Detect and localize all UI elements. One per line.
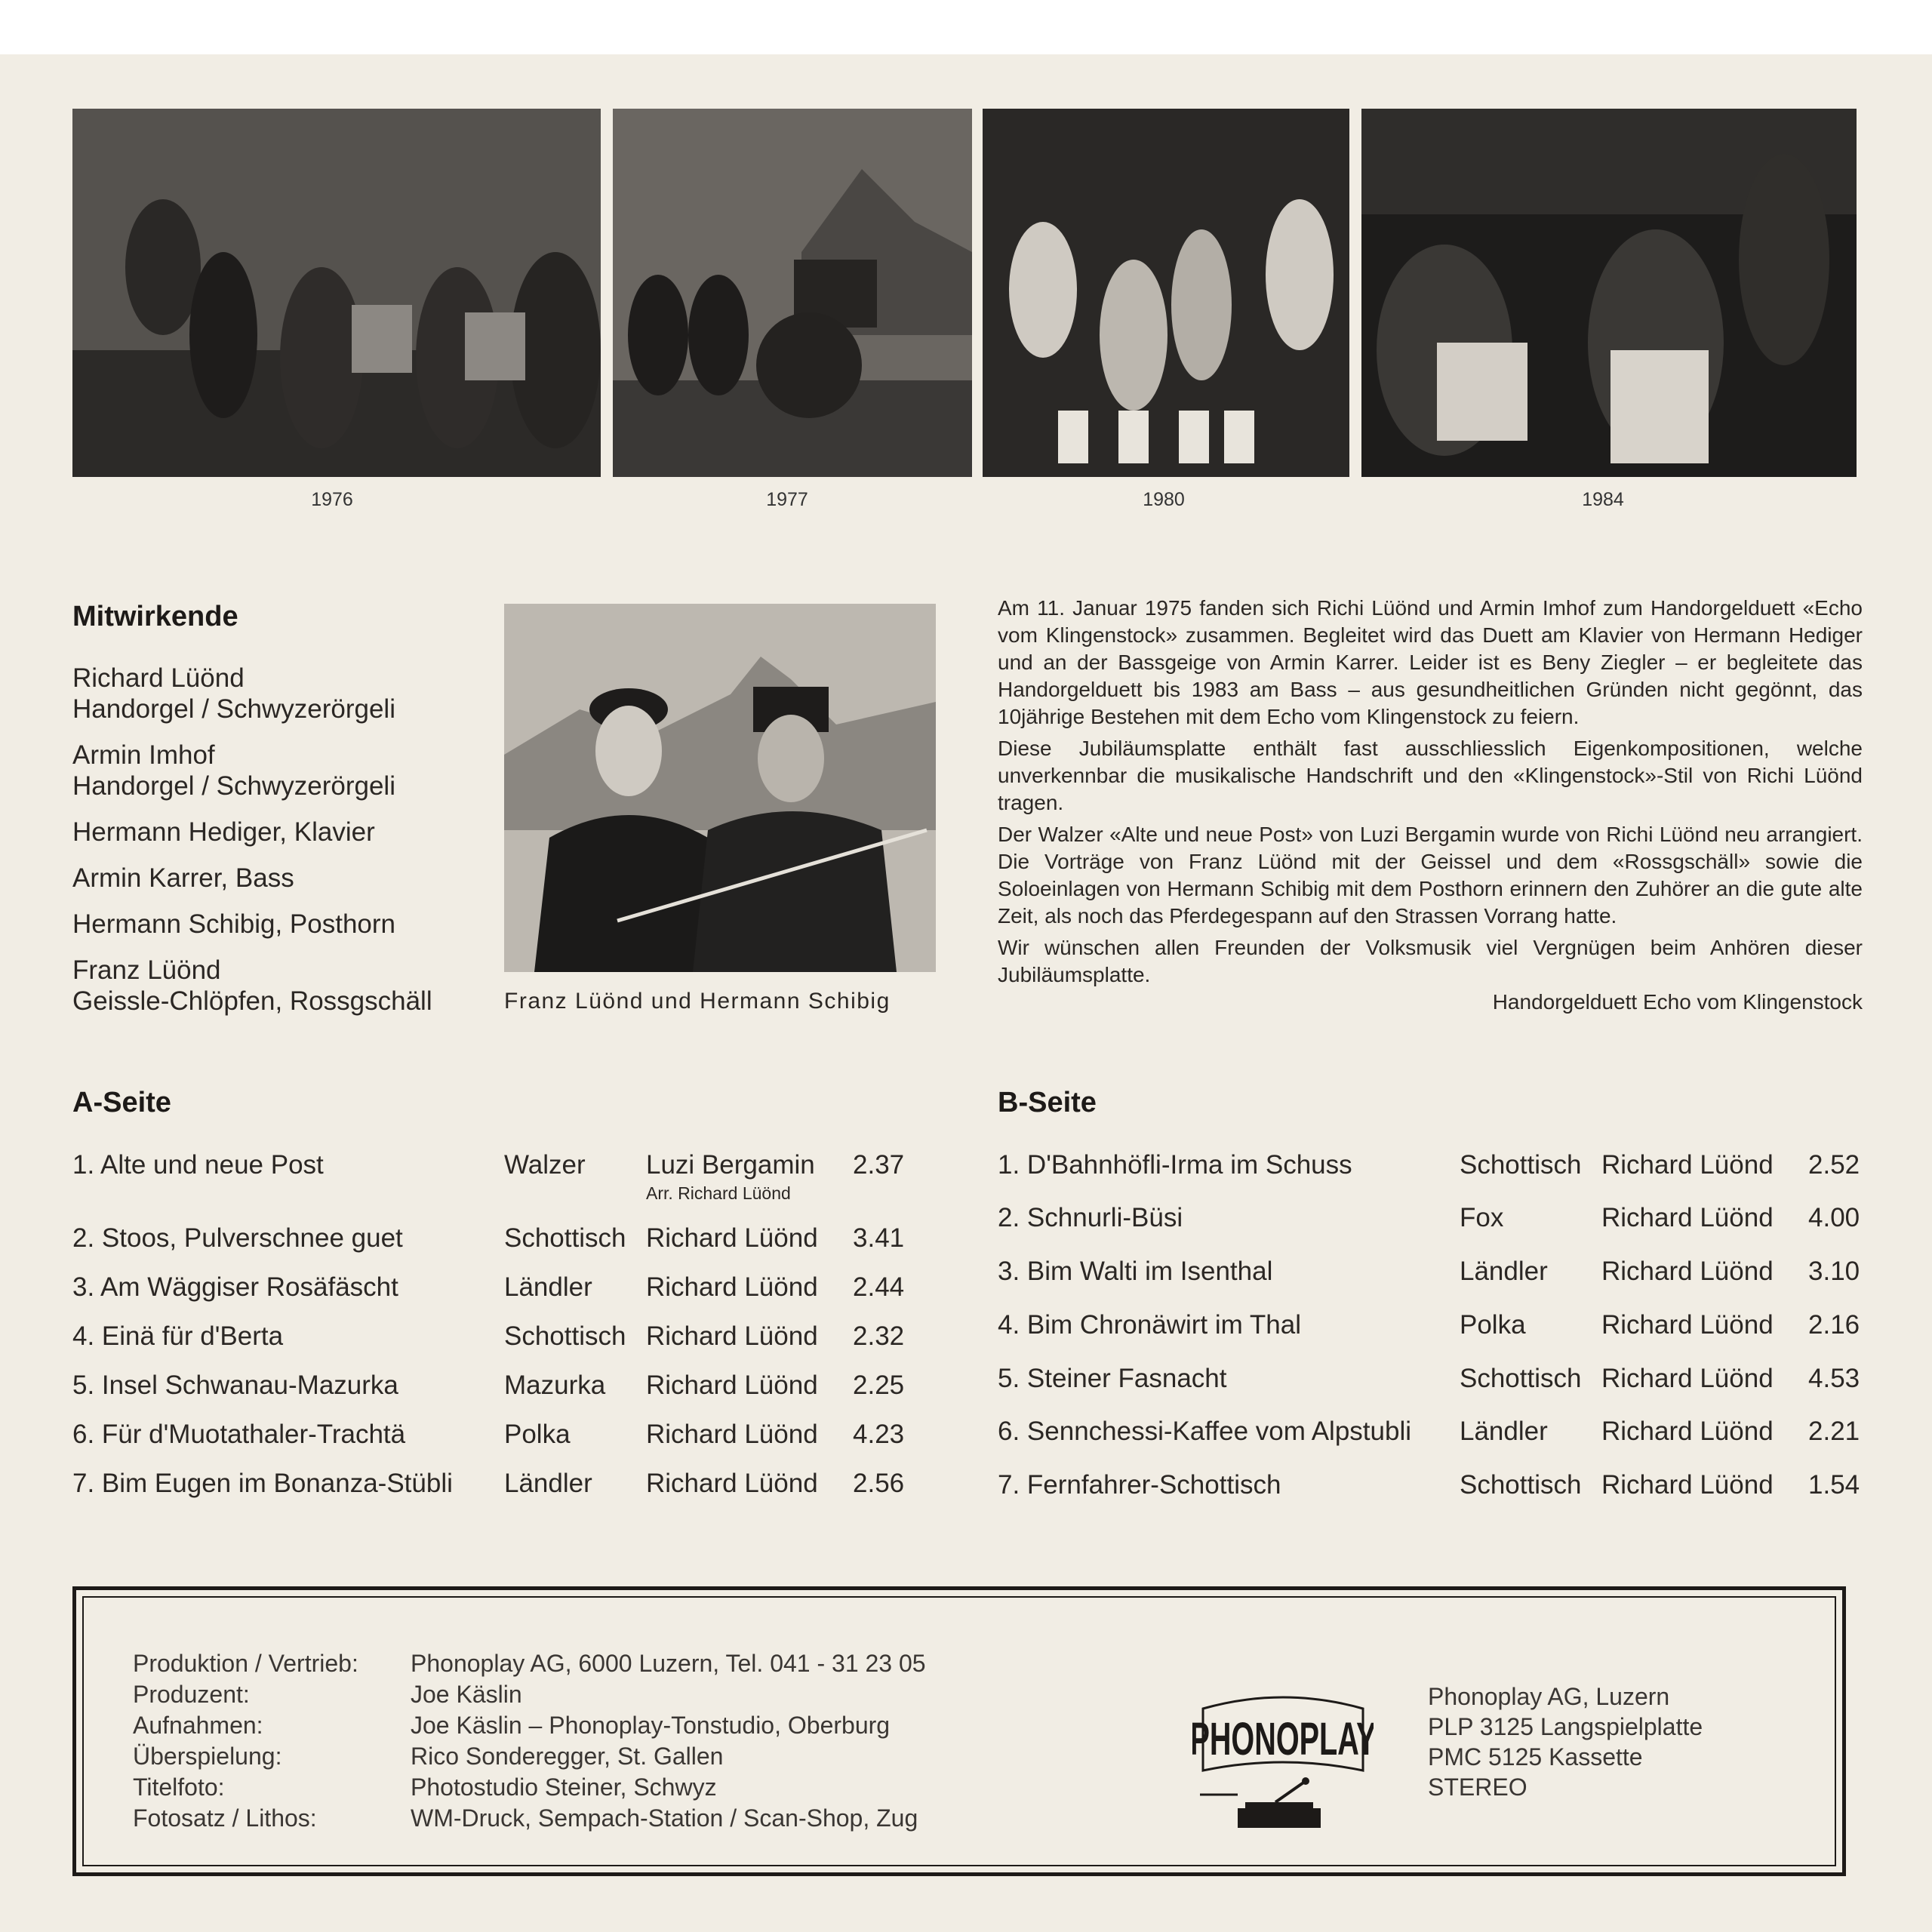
track-composer: Richard Lüönd: [1601, 1310, 1774, 1340]
track-duration: 4.00: [1808, 1203, 1860, 1232]
track-composer: Richard Lüönd: [646, 1272, 818, 1302]
track-title: 1. D'Bahnhöfli-Irma im Schuss: [998, 1150, 1352, 1180]
notes-signature: Handorgelduett Echo vom Klingenstock: [1492, 990, 1863, 1014]
side-a-heading: A-Seite: [72, 1087, 171, 1118]
track-title: 3. Am Wäggiser Rosäfäscht: [72, 1272, 398, 1302]
credit-label: Produzent:: [133, 1681, 250, 1708]
credit-value: Joe Käslin – Phonoplay-Tonstudio, Oberburg: [411, 1712, 891, 1739]
track-composer: Richard Lüönd: [1601, 1470, 1774, 1500]
track-title: 4. Einä für d'Berta: [72, 1321, 284, 1351]
track-style: Schottisch: [1460, 1364, 1582, 1393]
release-line: STEREO: [1428, 1774, 1527, 1801]
photo-year-label: 1977: [766, 489, 808, 510]
track-style: Ländler: [1460, 1257, 1548, 1286]
notes-paragraph: Diese Jubiläumsplatte enthält fast ausschliesslich Eigenkompositionen, welche unverkennbar die musikalische Handschrift und den «Klingenstock»-Stil von Richi Lüönd tragen.: [998, 737, 1863, 814]
track-duration: 2.44: [853, 1272, 905, 1302]
track-duration: 2.37: [853, 1150, 905, 1180]
side-b-heading: B-Seite: [998, 1087, 1097, 1118]
release-line: PLP 3125 Langspielplatte: [1428, 1713, 1703, 1740]
track-composer: Richard Lüönd: [1601, 1257, 1774, 1286]
track-duration: 2.21: [1808, 1417, 1860, 1446]
track-duration: 3.10: [1808, 1257, 1860, 1286]
credit-label: Produktion / Vertrieb:: [133, 1650, 358, 1677]
track-title: 5. Insel Schwanau-Mazurka: [72, 1371, 398, 1400]
track-style: Polka: [504, 1420, 571, 1449]
credit-label: Aufnahmen:: [133, 1712, 263, 1739]
cast-name: Franz Lüönd: [72, 955, 221, 985]
track-composer: Richard Lüönd: [1601, 1364, 1774, 1393]
credit-value: WM-Druck, Sempach-Station / Scan-Shop, Zug: [411, 1804, 918, 1832]
credit-label: Überspielung:: [133, 1743, 282, 1770]
photo-franz-hermann: [504, 604, 936, 972]
track-style: Fox: [1460, 1203, 1504, 1232]
credit-value: Phonoplay AG, 6000 Luzern, Tel. 041 - 31 23 05: [411, 1650, 926, 1677]
track-style: Ländler: [1460, 1417, 1548, 1446]
track-style: Walzer: [504, 1150, 586, 1180]
notes-paragraph: Der Walzer «Alte und neue Post» von Luzi Bergamin wurde von Richi Lüönd neu arrangiert. Die Vorträge von Franz Lüönd mit der Geissel und dem «Rossgschäll» sowie die Soloeinlagen von Hermann Schibig mit dem Posthorn erinnern den Zuhörer an die gute alte Zeit, als noch das Pferdegespann auf den Strassen Vorrang hatte.: [998, 823, 1863, 928]
cast-name: Richard Lüönd: [72, 663, 245, 693]
track-composer: Richard Lüönd: [646, 1371, 818, 1400]
track-title: 6. Für d'Muotathaler-Trachtä: [72, 1420, 406, 1449]
track-composer: Richard Lüönd: [1601, 1150, 1774, 1180]
track-title: 3. Bim Walti im Isenthal: [998, 1257, 1273, 1286]
photo-1980: [983, 109, 1349, 477]
cast-name: Armin Karrer, Bass: [72, 863, 294, 893]
track-composer: Richard Lüönd: [646, 1469, 818, 1498]
track-style: Ländler: [504, 1469, 592, 1498]
credit-value: Rico Sonderegger, St. Gallen: [411, 1743, 724, 1770]
track-duration: 4.23: [853, 1420, 905, 1449]
track-composer: Richard Lüönd: [646, 1223, 818, 1253]
photo-1976: [72, 109, 601, 477]
cast-entry: [72, 909, 395, 940]
track-composer: Richard Lüönd: [1601, 1203, 1774, 1232]
track-duration: 3.41: [853, 1223, 905, 1253]
track-duration: 2.25: [853, 1371, 905, 1400]
cast-heading: Mitwirkende: [72, 601, 238, 632]
photo-caption: Franz Lüönd und Hermann Schibig: [504, 989, 891, 1014]
track-style: Polka: [1460, 1310, 1526, 1340]
release-line: Phonoplay AG, Luzern: [1428, 1683, 1670, 1710]
photo-1977: [613, 109, 972, 477]
notes-paragraph: Wir wünschen allen Freunden der Volksmusik viel Vergnügen beim Anhören dieser Jubiläumsplatte.: [998, 936, 1863, 986]
cast-name: Hermann Schibig, Posthorn: [72, 909, 395, 939]
track-style: Schottisch: [504, 1321, 626, 1351]
track-duration: 4.53: [1808, 1364, 1860, 1393]
credit-value: Joe Käslin: [411, 1681, 522, 1708]
track-style: Schottisch: [1460, 1470, 1582, 1500]
notes-paragraph: Am 11. Januar 1975 fanden sich Richi Lüönd und Armin Imhof zum Handorgelduett «Echo vom Klingenstock» zusammen. Begleitet wird das Duett am Klavier von Hermann Hediger und an der Bassgeige von Armin Karrer. Leider ist es Beny Ziegler – er begleitete das Handorgelduett bis 1983 am Bass – aus gesundheitlichen Gründen nicht gegönnt, das 10jährige Bestehen mit dem Echo vom Klingenstock zu feiern.: [998, 596, 1863, 728]
cast-name: Armin Imhof: [72, 740, 215, 770]
track-duration: 2.56: [853, 1469, 905, 1498]
credit-value: Photostudio Steiner, Schwyz: [411, 1774, 717, 1801]
track-title: 7. Bim Eugen im Bonanza-Stübli: [72, 1469, 453, 1498]
track-title: 4. Bim Chronäwirt im Thal: [998, 1310, 1301, 1340]
credit-label: Fotosatz / Lithos:: [133, 1804, 317, 1832]
cast-role: Handorgel / Schwyzerörgeli: [72, 771, 395, 801]
photo-year-label: 1984: [1582, 489, 1624, 510]
track-title: 5. Steiner Fasnacht: [998, 1364, 1227, 1393]
track-composer: Richard Lüönd: [646, 1420, 818, 1449]
liner-notes: [998, 595, 1863, 993]
logo-text: PHONOPLAY: [1192, 1712, 1374, 1764]
track-style: Schottisch: [1460, 1150, 1582, 1180]
cast-entry: [72, 663, 395, 724]
track-title: 7. Fernfahrer-Schottisch: [998, 1470, 1281, 1500]
track-composer: Richard Lüönd: [1601, 1417, 1774, 1446]
track-composer: Luzi Bergamin: [646, 1150, 815, 1180]
cast-name: Hermann Hediger, Klavier: [72, 817, 375, 847]
track-style: Ländler: [504, 1272, 592, 1302]
track-title: 6. Sennchessi-Kaffee vom Alpstubli: [998, 1417, 1412, 1446]
cast-role: Geissle-Chlöpfen, Rossgschäll: [72, 986, 432, 1016]
track-duration: 1.54: [1808, 1470, 1860, 1500]
gramophone-icon: [1200, 1777, 1321, 1828]
cast-entry: [72, 740, 395, 801]
track-composer: Richard Lüönd: [646, 1321, 818, 1351]
track-duration: 2.52: [1808, 1150, 1860, 1180]
track-title: 2. Stoos, Pulverschnee guet: [72, 1223, 403, 1253]
phonoplay-logo: [1192, 1681, 1374, 1840]
photo-year-label: 1976: [311, 489, 353, 510]
credit-label: Titelfoto:: [133, 1774, 225, 1801]
track-title: 2. Schnurli-Büsi: [998, 1203, 1183, 1232]
track-title: 1. Alte und neue Post: [72, 1150, 324, 1180]
photo-year-label: 1980: [1143, 489, 1185, 510]
cast-entry: [72, 955, 432, 1017]
cast-entry: [72, 863, 294, 894]
track-style: Schottisch: [504, 1223, 626, 1253]
cast-entry: [72, 817, 375, 848]
photo-1984: [1361, 109, 1857, 477]
release-line: PMC 5125 Kassette: [1428, 1743, 1643, 1770]
track-style: Mazurka: [504, 1371, 606, 1400]
track-duration: 2.32: [853, 1321, 905, 1351]
track-duration: 2.16: [1808, 1310, 1860, 1340]
cast-role: Handorgel / Schwyzerörgeli: [72, 694, 395, 724]
track-arranger: Arr. Richard Lüönd: [646, 1183, 791, 1203]
